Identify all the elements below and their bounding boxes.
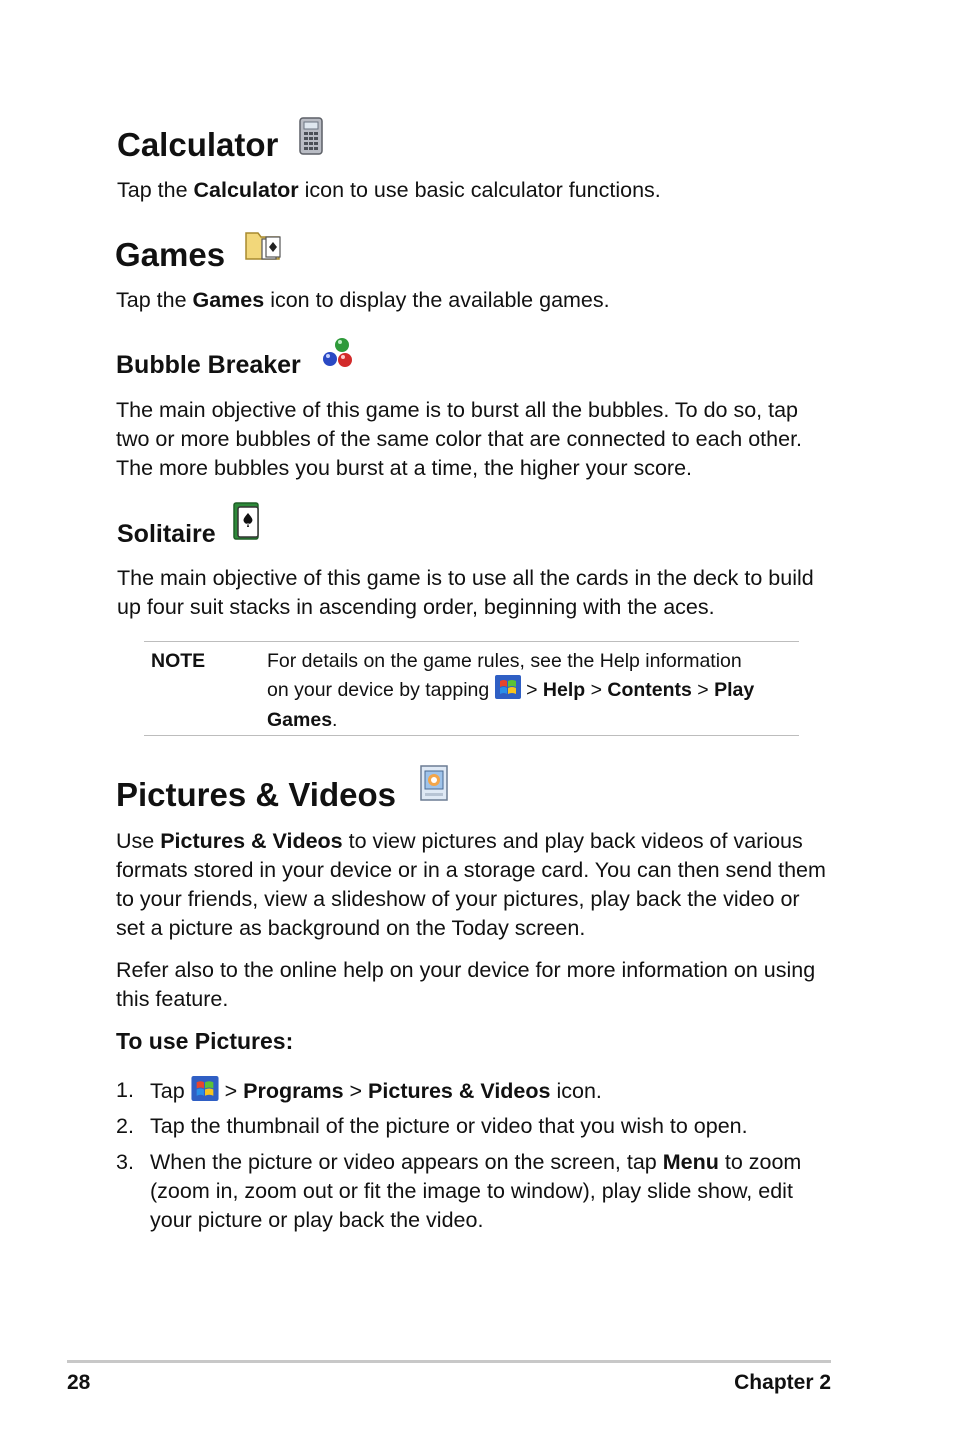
pictures-description (116, 827, 826, 943)
note-bottom-rule (144, 735, 799, 736)
bubble-breaker-heading: Bubble Breaker (116, 351, 301, 379)
step-number: 2. (116, 1114, 134, 1138)
text-line: When the picture or video appears on the screen, tap Menu to zoom (150, 1150, 802, 1174)
text-line: up four suit stacks in ascending order, beginning with the aces. (117, 595, 715, 619)
text-line: Use Pictures & Videos to view pictures and play back videos of various (116, 829, 803, 853)
windows-start-icon (495, 675, 521, 707)
solitaire-icon (232, 501, 262, 546)
footer-rule (67, 1360, 831, 1363)
pictures-videos-heading: Pictures & Videos (116, 776, 397, 813)
note-line: Games. (267, 709, 338, 731)
games-folder-icon (244, 225, 282, 268)
text-line: your picture or play back the video. (150, 1208, 484, 1232)
note-label: NOTE (151, 650, 206, 672)
calculator-description: Tap the Calculator icon to use basic calculator functions. (117, 178, 661, 202)
step-3-text (150, 1148, 801, 1235)
bubble-breaker-icon (320, 336, 354, 375)
games-description: Tap the Games icon to display the available games. (116, 288, 610, 312)
text-line: (zoom in, zoom out or fit the image to window), play slide show, edit (150, 1179, 793, 1203)
text-line: formats stored in your device or in a storage card. You can then send them (116, 858, 826, 882)
solitaire-heading: Solitaire (117, 520, 216, 548)
note-line: on your device by tapping > Help > Contents > Play (267, 675, 787, 707)
calculator-icon (298, 117, 324, 160)
text-line: The main objective of this game is to burst all the bubbles. To do so, tap (116, 398, 799, 422)
calculator-heading: Calculator (117, 126, 279, 163)
text-line: to your friends, view a slideshow of your pictures, play back the video or (116, 887, 800, 911)
step-1-text: Tap > Programs > Pictures & Videos icon. (150, 1076, 602, 1109)
text-line: The main objective of this game is to use all the cards in the deck to build (117, 566, 814, 590)
text-line: The more bubbles you burst at a time, the higher your score. (116, 456, 693, 480)
games-heading: Games (115, 236, 226, 273)
page-number: 28 (67, 1371, 91, 1394)
step-2-text: Tap the thumbnail of the picture or video that you wish to open. (150, 1114, 748, 1138)
pictures-videos-icon (418, 764, 450, 809)
text-line: this feature. (116, 987, 229, 1011)
to-use-pictures-heading: To use Pictures: (116, 1028, 294, 1054)
text-line: two or more bubbles of the same color that are connected to each other. (116, 427, 803, 451)
note-text (267, 648, 787, 734)
note-line: For details on the game rules, see the Help information (267, 650, 742, 672)
bubble-breaker-description (116, 396, 802, 483)
pictures-help-paragraph (116, 956, 815, 1014)
note-top-rule (144, 641, 799, 642)
chapter-label: Chapter 2 (734, 1371, 831, 1394)
windows-start-icon (191, 1076, 219, 1109)
step-number: 3. (116, 1150, 134, 1174)
step-number: 1. (116, 1078, 134, 1102)
text-line: Refer also to the online help on your device for more information on using (116, 958, 816, 982)
solitaire-description (117, 564, 814, 622)
text-line: set a picture as background on the Today screen. (116, 916, 586, 940)
